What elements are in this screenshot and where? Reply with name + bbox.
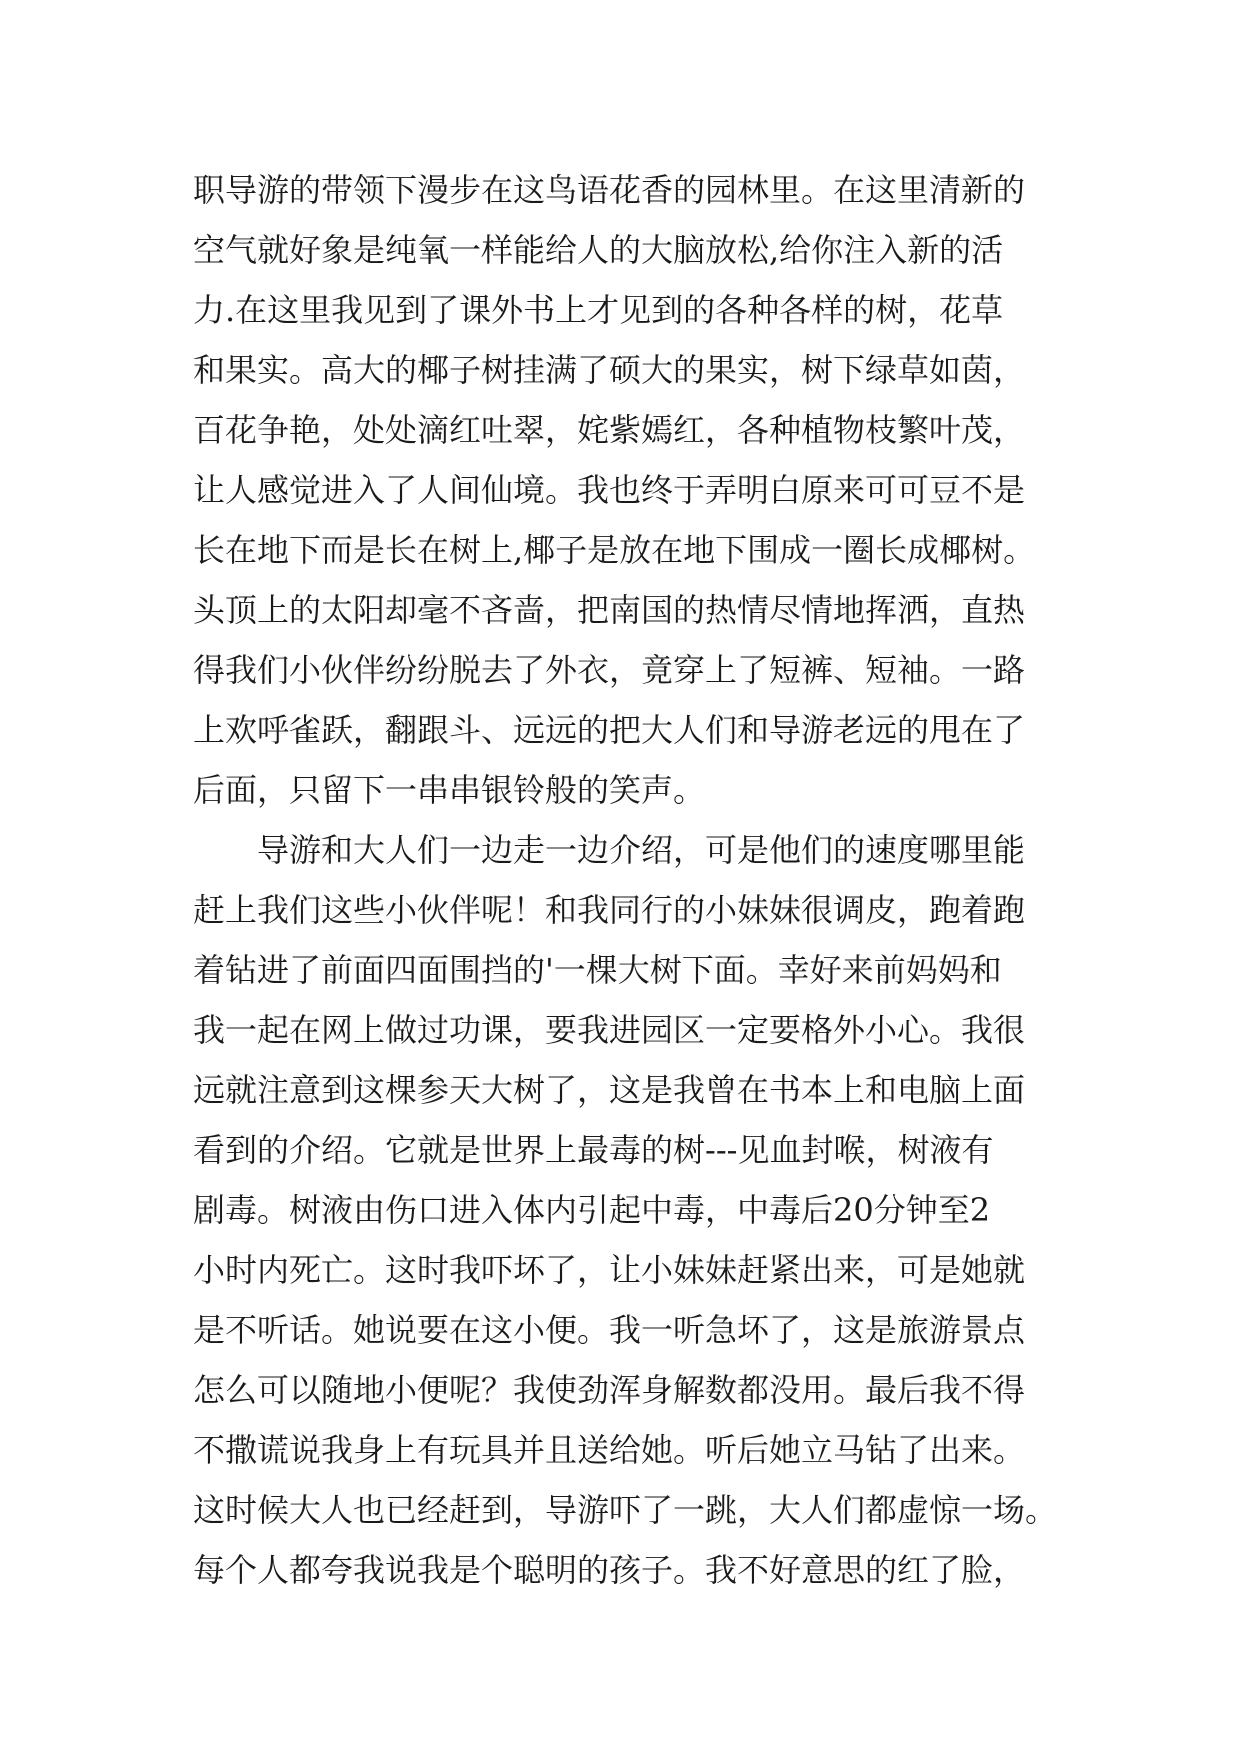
text-line: 远就注意到这棵参天大树了，这是我曾在书本上和电脑上面 [193, 1071, 1026, 1109]
text-line: 力.在这里我见到了课外书上才见到的各种各样的树，花草 [193, 291, 1004, 329]
paragraph-start-line: 导游和大人们一边走一边介绍，可是他们的速度哪里能 [257, 831, 1026, 869]
text-line: 上欢呼雀跃，翻跟斗、远远的把大人们和导游老远的甩在了 [193, 711, 1026, 749]
text-line: 长在地下而是长在树上,椰子是放在地下围成一圈长成椰树。 [193, 531, 1036, 569]
text-line: 我一起在网上做过功课，要我进园区一定要格外小心。我很 [193, 1011, 1026, 1049]
text-line: 空气就好象是纯氧一样能给人的大脑放松,给你注入新的活 [193, 231, 1004, 269]
text-line: 头顶上的太阳却毫不吝啬，把南国的热情尽情地挥洒，直热 [193, 591, 1026, 629]
body-text [193, 160, 1073, 1600]
text-line: 和果实。高大的椰子树挂满了硕大的果实，树下绿草如茵， [193, 351, 1026, 389]
text-line: 百花争艳，处处滴红吐翠，姹紫嫣红，各种植物枝繁叶茂， [193, 411, 1026, 449]
text-line: 职导游的带领下漫步在这鸟语花香的园林里。在这里清新的 [193, 171, 1026, 209]
text-line: 剧毒。树液由伤口进入体内引起中毒，中毒后20分钟至2 [193, 1191, 991, 1229]
text-line: 后面，只留下一串串银铃般的笑声。 [193, 771, 706, 809]
text-line: 是不听话。她说要在这小便。我一听急坏了，这是旅游景点 [193, 1311, 1026, 1349]
text-line: 得我们小伙伴纷纷脱去了外衣，竟穿上了短裤、短袖。一路 [193, 651, 1026, 689]
text-line: 小时内死亡。这时我吓坏了，让小妹妹赶紧出来，可是她就 [193, 1251, 1026, 1289]
text-line: 这时候大人也已经赶到，导游吓了一跳，大人们都虚惊一场。 [193, 1491, 1058, 1529]
text-line: 每个人都夸我说我是个聪明的孩子。我不好意思的红了脸， [193, 1551, 1026, 1589]
text-line: 怎么可以随地小便呢？我使劲浑身解数都没用。最后我不得 [193, 1371, 1026, 1409]
text-line: 着钻进了前面四面围挡的'一棵大树下面。幸好来前妈妈和 [193, 951, 1002, 989]
text-line: 不撒谎说我身上有玩具并且送给她。听后她立马钻了出来。 [193, 1431, 1026, 1469]
text-line: 让人感觉进入了人间仙境。我也终于弄明白原来可可豆不是 [193, 471, 1026, 509]
text-line: 看到的介绍。它就是世界上最毒的树---见血封喉，树液有 [193, 1131, 994, 1169]
text-line: 赶上我们这些小伙伴呢！和我同行的小妹妹很调皮，跑着跑 [193, 891, 1026, 929]
